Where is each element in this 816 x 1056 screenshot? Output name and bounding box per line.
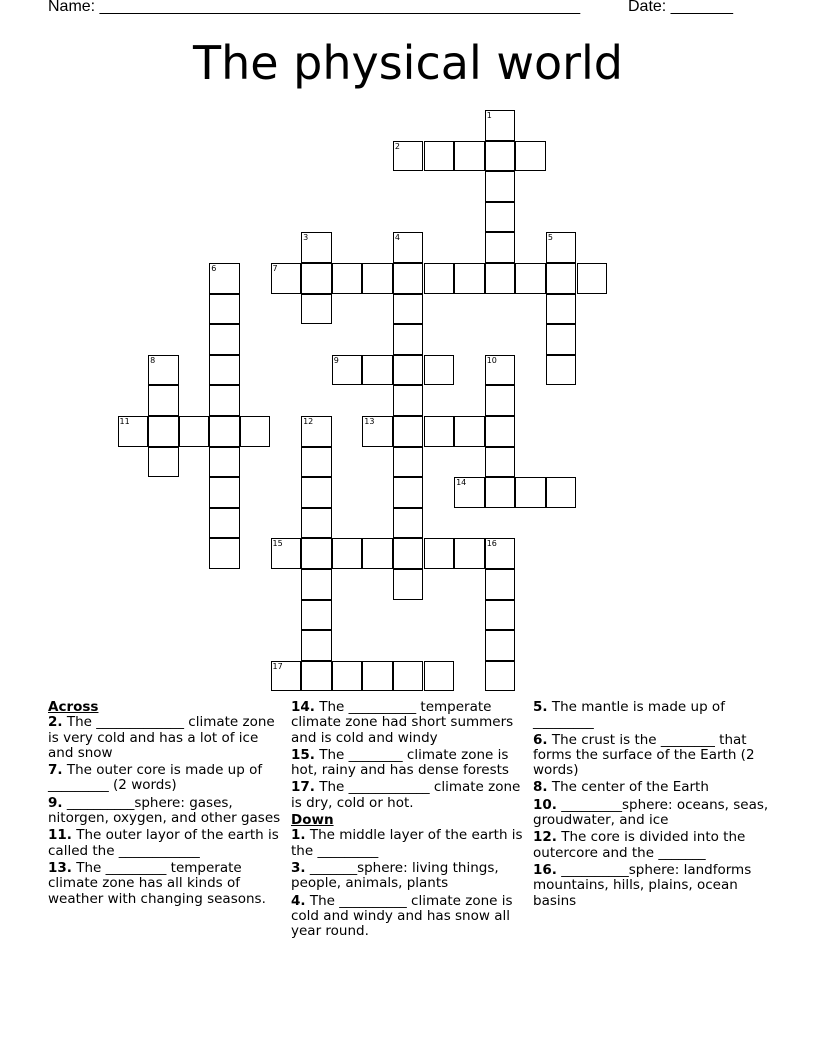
grid-cell[interactable] [424,263,455,294]
clue-number: 1 [486,111,492,120]
grid-cell[interactable] [393,416,424,447]
across-heading: Across [48,699,99,715]
clue-across-14: 14. The __________ temperate climate zone had short summers and is cold and windy [291,699,514,746]
grid-cell[interactable] [485,110,516,141]
grid-cell[interactable] [301,630,332,661]
grid-cell[interactable] [209,385,240,416]
grid-cell[interactable] [393,263,424,294]
grid-cell[interactable] [209,294,240,325]
clue-number: 7 [272,264,278,273]
clue-number: 11 [119,417,130,426]
clue-down-5: 5. The mantle is made up of _________ [533,699,725,731]
grid-cell[interactable] [393,232,424,263]
grid-cell[interactable] [424,141,455,172]
grid-cell[interactable] [577,263,608,294]
grid-cell[interactable] [515,477,546,508]
grid-cell[interactable] [179,416,210,447]
clue-number: 5 [547,233,553,243]
grid-cell[interactable] [301,600,332,631]
grid-cell[interactable] [546,232,577,263]
grid-cell[interactable] [148,447,179,478]
grid-cell[interactable] [332,661,363,692]
grid-cell[interactable] [485,385,516,416]
grid-cell[interactable] [515,141,546,172]
grid-cell[interactable] [485,661,516,692]
grid-cell[interactable] [515,263,546,294]
grid-cell[interactable] [362,355,393,386]
grid-cell[interactable] [454,477,485,508]
down-clues-column [533,700,769,911]
grid-cell[interactable] [454,263,485,294]
clue-number: 12 [303,417,314,426]
grid-cell[interactable] [485,477,516,508]
grid-cell[interactable] [485,538,516,569]
grid-cell[interactable] [332,263,363,294]
grid-cell[interactable] [332,355,363,386]
grid-cell[interactable] [393,141,424,172]
grid-cell[interactable] [209,477,240,508]
grid-cell[interactable] [485,630,516,661]
grid-cell[interactable] [362,538,393,569]
grid-cell[interactable] [393,508,424,539]
clue-number: 4 [394,233,400,243]
grid-cell[interactable] [393,569,424,600]
grid-cell[interactable] [393,294,424,325]
grid-cell[interactable] [148,355,179,386]
grid-cell[interactable] [393,355,424,386]
clue-number: 17 [272,661,283,671]
grid-cell[interactable] [546,263,577,294]
grid-cell[interactable] [393,477,424,508]
grid-cell[interactable] [301,538,332,569]
grid-cell[interactable] [148,385,179,416]
clue-down-3: 3. _______sphere: living things, people, animals, plants [291,859,499,892]
grid-cell[interactable] [332,538,363,569]
clue-across-13: 13. The _________ temperate climate zone has all kinds of weather with changing seasons. [48,859,266,907]
clue-number: 10 [486,355,497,365]
clue-number: 14 [456,478,467,488]
grid-cell[interactable] [393,447,424,478]
across-clues-column [48,700,284,909]
grid-cell[interactable] [546,294,577,325]
grid-cell[interactable] [485,447,516,478]
grid-cell[interactable] [454,141,485,172]
clue-down-10: 10. _________sphere: oceans, seas, groudwater, and ice [533,796,769,829]
grid-cell[interactable] [424,416,455,447]
clue-number: 8 [150,355,156,365]
grid-cell[interactable] [546,477,577,508]
grid-cell[interactable] [301,416,332,447]
clue-across-7: 7. The outer core is made up of _________ (2 words) [48,762,263,794]
grid-cell[interactable] [393,538,424,569]
grid-cell[interactable] [301,263,332,294]
grid-cell[interactable] [209,538,240,569]
grid-cell[interactable] [209,508,240,539]
grid-cell[interactable] [362,661,393,692]
grid-cell[interactable] [362,416,393,447]
grid-cell[interactable] [301,294,332,325]
grid-cell[interactable] [301,477,332,508]
grid-cell[interactable] [485,202,516,233]
down-heading: Down [291,812,334,829]
grid-cell[interactable] [424,661,455,692]
grid-cell[interactable] [485,171,516,202]
grid-cell[interactable] [546,355,577,386]
grid-cell[interactable] [424,538,455,569]
clue-number: 9 [333,355,339,365]
grid-cell[interactable] [148,416,179,447]
grid-cell[interactable] [301,447,332,478]
grid-cell[interactable] [271,661,302,692]
grid-cell[interactable] [209,263,240,294]
clue-down-8: 8. The center of the Earth [533,779,709,796]
grid-cell[interactable] [485,600,516,631]
clue-number: 6 [211,264,217,273]
grid-cell[interactable] [485,263,516,294]
grid-cell[interactable] [209,355,240,386]
grid-cell[interactable] [362,263,393,294]
grid-cell[interactable] [271,263,302,294]
grid-cell[interactable] [301,508,332,539]
grid-cell[interactable] [393,324,424,355]
grid-cell[interactable] [485,232,516,263]
grid-cell[interactable] [454,538,485,569]
page-title: The physical world [192,36,624,90]
grid-cell[interactable] [301,661,332,692]
clue-number: 15 [272,539,283,549]
clue-number: 13 [364,417,375,426]
clue-number: 3 [303,233,309,243]
grid-cell[interactable] [209,447,240,478]
grid-cell[interactable] [301,232,332,263]
grid-cell[interactable] [393,661,424,692]
name-field-label: Name: ______________________________________________________ [48,0,581,15]
clue-down-16: 16. __________sphere: landforms mountains, hills, plains, ocean basins [533,861,752,909]
clue-down-6: 6. The crust is the ________ that forms the surface of the Earth (2 words) [533,731,755,779]
middle-clues-column [291,700,527,941]
grid-cell[interactable] [240,416,271,447]
grid-cell[interactable] [301,569,332,600]
clue-across-2: 2. The _____________ climate zone is very cold and has a lot of ice and snow [48,714,275,761]
grid-cell[interactable] [393,385,424,416]
grid-cell[interactable] [485,355,516,386]
grid-cell[interactable] [209,416,240,447]
grid-cell[interactable] [424,355,455,386]
grid-cell[interactable] [209,324,240,355]
grid-cell[interactable] [485,141,516,172]
clue-down-4: 4. The __________ climate zone is cold and windy and has snow all year round. [291,892,513,940]
grid-cell[interactable] [271,538,302,569]
clue-number: 2 [394,141,400,151]
grid-cell[interactable] [118,416,149,447]
clue-down-1: 1. The middle layer of the earth is the _________ [291,827,523,859]
grid-cell[interactable] [485,569,516,600]
grid-cell[interactable] [546,324,577,355]
clue-across-15: 15. The ________ climate zone is hot, rainy and has dense forests [291,746,509,779]
grid-cell[interactable] [454,416,485,447]
clue-across-11: 11. The outer layor of the earth is called the ____________ [48,827,279,859]
clue-down-12: 12. The core is divided into the outercore and the _______ [533,829,746,861]
clue-across-17: 17. The ____________ climate zone is dry, cold or hot. [291,779,521,811]
clue-across-9: 9. __________sphere: gases, nitorgen, oxygen, and other gases [48,794,281,827]
date-field-label: Date: _______ [628,0,733,15]
grid-cell[interactable] [485,416,516,447]
clue-number: 16 [486,539,497,549]
